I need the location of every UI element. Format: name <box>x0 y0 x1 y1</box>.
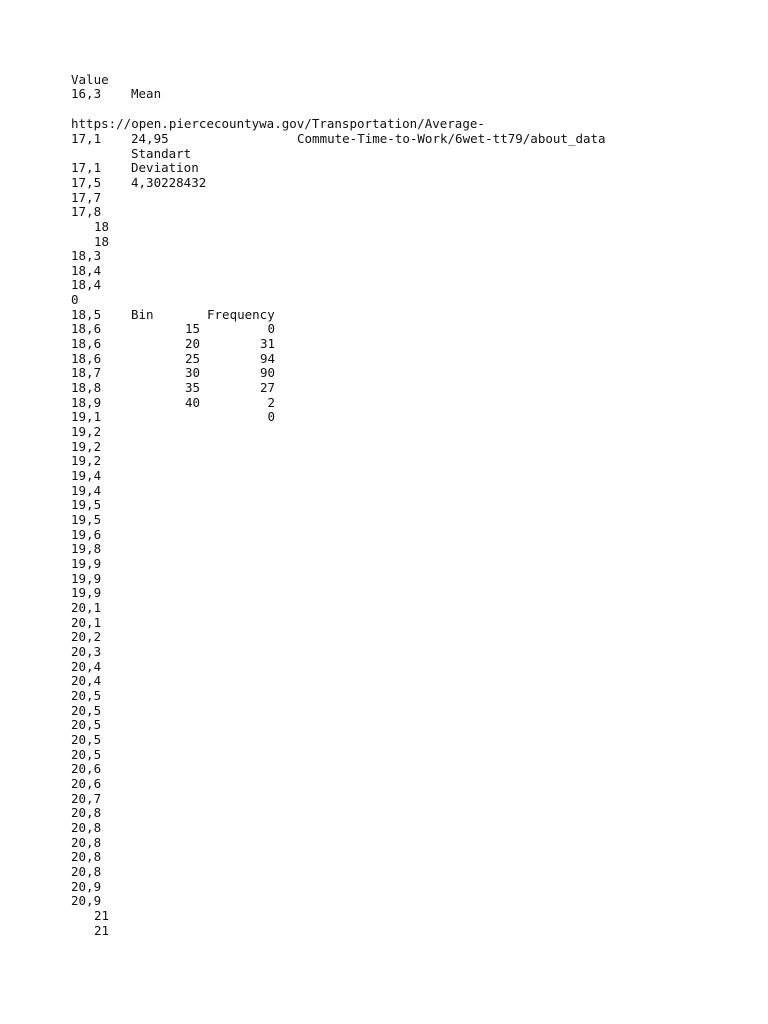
value-cell: 18 <box>93 234 109 249</box>
value-column-header: Value <box>71 72 109 87</box>
value-row <box>71 219 109 234</box>
value-cell: 20,4 <box>71 659 102 674</box>
value-cell: 18,4 <box>71 277 102 292</box>
source-url-row <box>71 116 485 131</box>
value-cell: 20,8 <box>71 805 102 820</box>
value-cell: 17,1 <box>71 131 102 146</box>
frequency-value: 90 <box>259 365 275 380</box>
histogram-row <box>71 380 275 395</box>
frequency-value: 31 <box>259 336 275 351</box>
frequency-value: 2 <box>267 395 275 410</box>
value-row <box>71 263 101 278</box>
value-cell: 19,4 <box>71 483 102 498</box>
value-cell: 20,5 <box>71 688 102 703</box>
value-cell: 18,6 <box>71 321 102 336</box>
frequency-value: 0 <box>267 409 275 424</box>
value-cell: 17,1 <box>71 160 102 175</box>
value-cell: 18,9 <box>71 395 102 410</box>
std-label-row-2 <box>71 160 199 175</box>
value-cell: 20,4 <box>71 673 102 688</box>
value-cell: 20,5 <box>71 703 102 718</box>
value-cell: 19,2 <box>71 453 102 468</box>
histogram-header-row <box>71 307 275 322</box>
value-cell: 18,6 <box>71 336 102 351</box>
value-cell: 20,6 <box>71 776 102 791</box>
bin-column-header: Bin <box>131 307 154 322</box>
value-row <box>71 190 101 205</box>
value-cell: 18,3 <box>71 248 102 263</box>
value-row <box>71 204 101 219</box>
frequency-value: 0 <box>267 321 275 336</box>
value-cell: 20,6 <box>71 761 102 776</box>
frequency-column-header: Frequency <box>207 307 275 322</box>
value-cell: 19,5 <box>71 497 102 512</box>
value-cell: 18 <box>93 219 109 234</box>
source-url-line1[interactable]: https://open.piercecountywa.gov/Transportation/Average- <box>71 116 485 131</box>
bin-value: 15 <box>184 321 200 336</box>
mean-value: 24,95 <box>131 131 169 146</box>
std-label-line2: Deviation <box>131 160 199 175</box>
value-cell: 0 <box>71 292 79 307</box>
bin-value: 20 <box>184 336 200 351</box>
bin-value: 30 <box>184 365 200 380</box>
histogram-row <box>71 321 275 336</box>
bin-value: 25 <box>184 351 200 366</box>
histogram-row <box>71 365 275 380</box>
bin-value: 40 <box>184 395 200 410</box>
value-row <box>71 234 109 249</box>
value-header-row <box>71 72 109 87</box>
value-cell: 17,7 <box>71 190 102 205</box>
value-row <box>71 248 101 263</box>
bin-value: 35 <box>184 380 200 395</box>
value-cell: 19,4 <box>71 468 102 483</box>
value-cell: 21 <box>93 923 109 938</box>
value-cell: 17,8 <box>71 204 102 219</box>
value-cell: 19,6 <box>71 527 102 542</box>
value-cell: 20,9 <box>71 879 102 894</box>
value-cell: 19,8 <box>71 541 102 556</box>
mean-label: Mean <box>131 86 162 101</box>
value-row <box>71 292 101 307</box>
value-cell: 18,4 <box>71 263 102 278</box>
value-cell: 20,2 <box>71 629 102 644</box>
value-cell: 20,3 <box>71 644 102 659</box>
value-cell: 19,2 <box>71 439 102 454</box>
std-label-row <box>71 146 192 161</box>
value-cell: 16,3 <box>71 86 102 101</box>
value-cell: 19,1 <box>71 409 102 424</box>
frequency-value: 27 <box>259 380 275 395</box>
value-cell: 19,9 <box>71 556 102 571</box>
value-cell: 20,8 <box>71 835 102 850</box>
value-cell: 20,8 <box>71 849 102 864</box>
frequency-value: 94 <box>259 351 275 366</box>
histogram-row <box>71 336 275 351</box>
value-row <box>71 277 101 292</box>
value-cell: 19,9 <box>71 585 102 600</box>
value-cell: 21 <box>93 908 109 923</box>
source-url-line2[interactable]: Commute-Time-to-Work/6wet-tt79/about_data <box>297 131 606 146</box>
value-cell: 20,5 <box>71 717 102 732</box>
value-cell: 20,8 <box>71 864 102 879</box>
value-cell: 19,2 <box>71 424 102 439</box>
value-cell: 20,8 <box>71 820 102 835</box>
std-value: 4,30228432 <box>131 175 207 190</box>
value-cell: 18,6 <box>71 351 102 366</box>
value-cell: 20,9 <box>71 893 102 908</box>
value-cell: 19,5 <box>71 512 102 527</box>
value-cell: 18,7 <box>71 365 102 380</box>
value-cell: 19,9 <box>71 571 102 586</box>
mean-label-row <box>71 86 162 101</box>
value-cell: 18,5 <box>71 307 102 322</box>
value-cell: 17,5 <box>71 175 102 190</box>
value-cell: 20,1 <box>71 600 102 615</box>
histogram-row <box>71 409 275 424</box>
histogram-row <box>71 395 275 410</box>
value-cell: 20,1 <box>71 615 102 630</box>
value-cell: 20,5 <box>71 732 102 747</box>
value-cell: 20,7 <box>71 791 102 806</box>
mean-value-row <box>71 131 606 146</box>
value-cell: 20,5 <box>71 747 102 762</box>
value-cell: 18,8 <box>71 380 102 395</box>
std-value-row <box>71 175 207 190</box>
std-label-line1: Standart <box>131 146 192 161</box>
histogram-row <box>71 351 275 366</box>
